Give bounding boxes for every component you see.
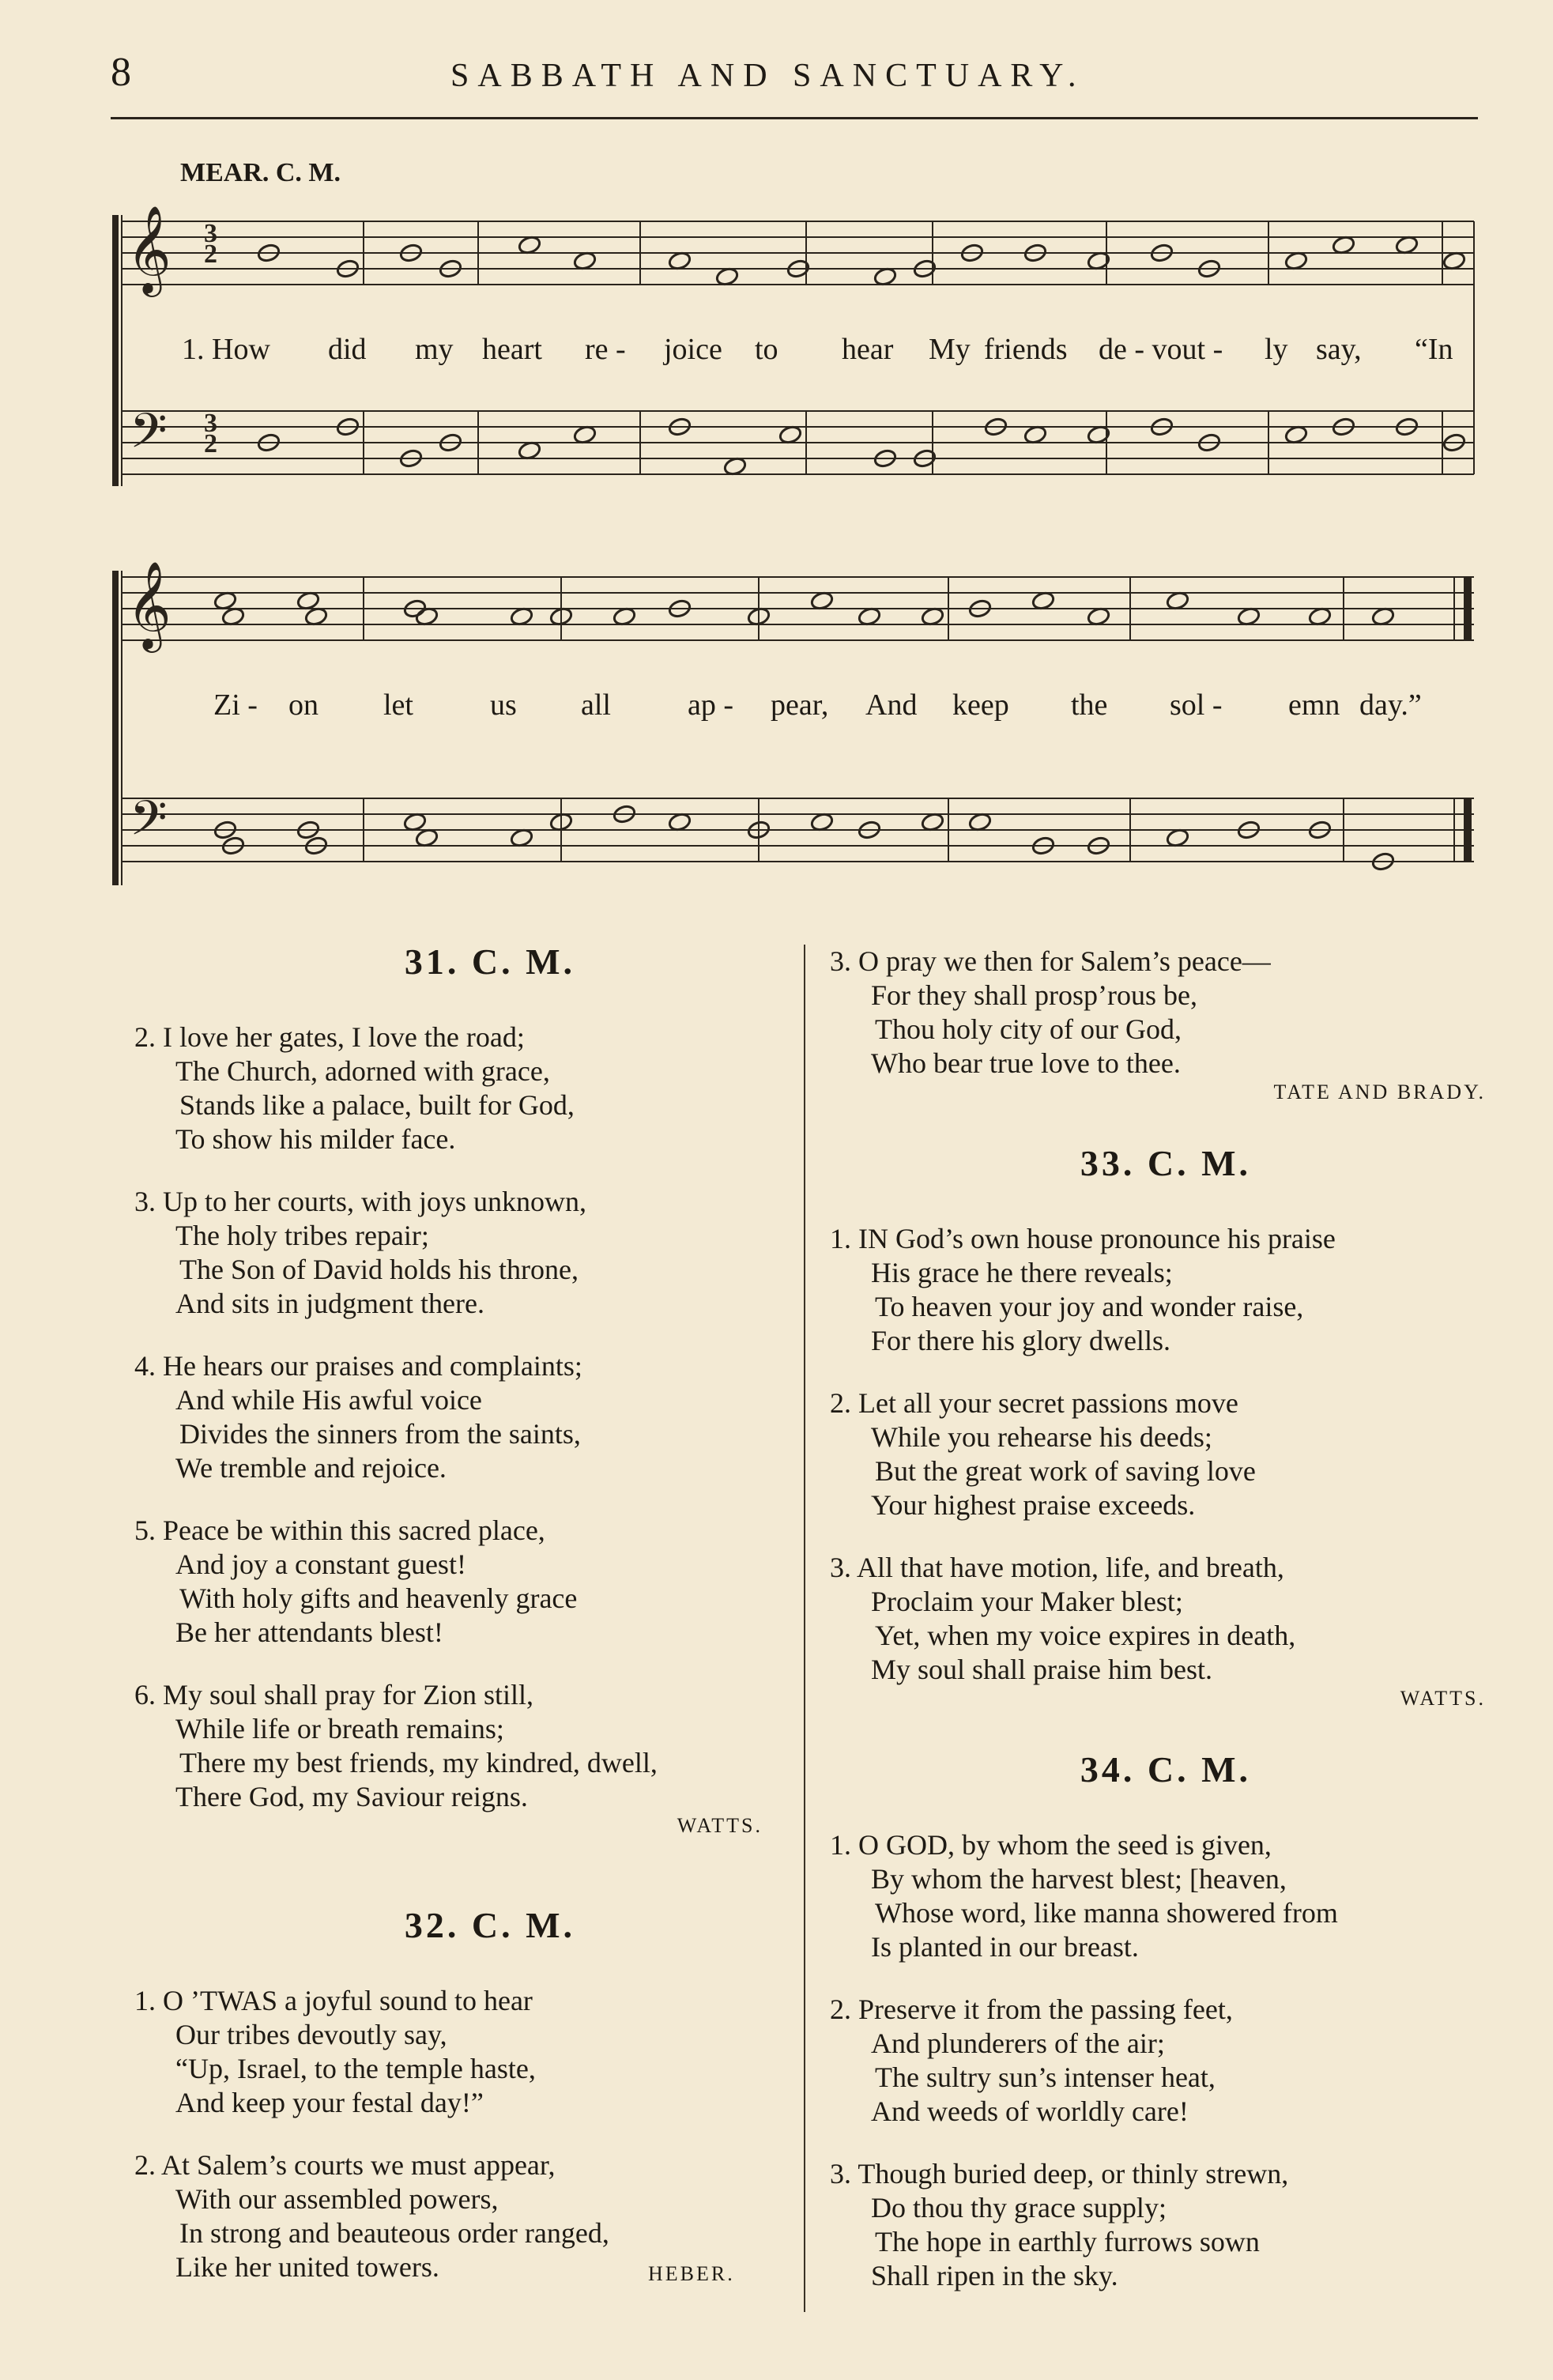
music-system-2: [111, 553, 1478, 885]
stanza-line: At Salem’s courts we must appear,: [161, 2149, 556, 2181]
stanza-line: My soul shall praise him best.: [871, 1654, 1212, 1685]
treble-clef-icon: 𝄞: [126, 205, 172, 293]
stanza-line: By whom the harvest blest; [heaven,: [871, 1863, 1287, 1895]
lyric-syllable: to: [755, 333, 778, 366]
stanza-line: While you rehearse his deeds;: [871, 1421, 1212, 1453]
lyric-syllable: us: [490, 688, 517, 722]
stanza: [830, 2157, 1486, 2293]
lyric-syllable: re -: [585, 333, 626, 366]
stanza-line: The Son of David holds his throne,: [179, 1254, 579, 1285]
lyric-syllable: on: [288, 688, 319, 722]
stanza-line: With our assembled powers,: [175, 2183, 499, 2215]
stanza-line: Preserve it from the passing feet,: [858, 1993, 1233, 2025]
final-bar-line: [1464, 577, 1472, 640]
hymn-heading: 32. C. M.: [404, 1905, 576, 1945]
stanza-line: Do thou thy grace supply;: [871, 2192, 1167, 2223]
stanza: [134, 1514, 798, 1650]
hymn-author: WATTS.: [677, 1814, 763, 1837]
stanza-line: And plunderers of the air;: [871, 2027, 1165, 2059]
lyric-syllable: heart: [482, 333, 542, 366]
stanza-line: And weeds of worldly care!: [871, 2095, 1189, 2127]
stanza-line: Like her united towers.: [175, 2251, 439, 2283]
system-bracket: [112, 215, 119, 486]
stanza: [134, 1349, 798, 1485]
stanza-number: 2.: [830, 1993, 851, 2025]
stanza-line: Stands like a palace, built for God,: [179, 1089, 575, 1121]
hymn-author: TATE AND BRADY.: [1273, 1081, 1486, 1103]
lyric-syllable: emn: [1288, 688, 1340, 722]
stanza-number: 3.: [830, 1552, 851, 1583]
time-signature: 3: [204, 409, 217, 438]
stanza-number: 4.: [134, 1350, 156, 1382]
header-rule: [111, 117, 1478, 119]
lyric-syllable: did: [328, 333, 367, 366]
stanza-line: IN God’s own house pronounce his praise: [858, 1223, 1336, 1254]
hymn-heading: 33. C. M.: [1080, 1143, 1252, 1183]
lyric-syllable: ap -: [688, 688, 734, 722]
lyric-syllable: “In: [1415, 333, 1453, 366]
stanza-line: O GOD, by whom the seed is given,: [858, 1829, 1272, 1861]
lyric-syllable: day.”: [1359, 688, 1422, 722]
lyric-syllable: joice: [664, 333, 722, 366]
time-signature: 2: [204, 429, 217, 458]
bass-clef-icon: 𝄢: [130, 403, 168, 471]
hymn-author: HEBER.: [648, 2262, 735, 2285]
stanza-number: 1.: [830, 1223, 851, 1254]
stanza-number: 5.: [134, 1514, 156, 1546]
lyric-syllable: de - vout -: [1099, 333, 1223, 366]
lyric-syllable: sol -: [1170, 688, 1223, 722]
stanza-number: 2.: [134, 1021, 156, 1053]
stanza-line: My soul shall pray for Zion still,: [163, 1679, 533, 1711]
lyric-syllable: keep: [952, 688, 1009, 722]
lyric-syllable: friends: [984, 333, 1068, 366]
stanza-line: Yet, when my voice expires in death,: [875, 1620, 1296, 1651]
stanza-line: For they shall prosp’rous be,: [871, 979, 1197, 1011]
stanza-line: While life or breath remains;: [175, 1713, 504, 1744]
page-number: 8: [111, 50, 131, 95]
stanza-line: To heaven your joy and wonder raise,: [875, 1291, 1304, 1322]
stanza-line: Thou holy city of our God,: [875, 1013, 1182, 1045]
stanza-line: I love her gates, I love the road;: [163, 1021, 525, 1053]
stanza-line: With holy gifts and heavenly grace: [179, 1582, 578, 1614]
stanza-line: Proclaim your Maker blest;: [871, 1586, 1183, 1617]
stanza-line: Who bear true love to thee.: [871, 1047, 1181, 1079]
lyric-syllable: 1. How: [182, 333, 270, 366]
stanza-line: The sultry sun’s intenser heat,: [875, 2061, 1216, 2093]
stanza-line: “Up, Israel, to the temple haste,: [175, 2053, 536, 2084]
stanza-line: And while His awful voice: [175, 1384, 482, 1416]
stanza-line: O pray we then for Salem’s peace—: [858, 945, 1271, 977]
stanza-number: 1.: [134, 1985, 156, 2016]
stanza-line: Our tribes devoutly say,: [175, 2019, 447, 2050]
stanza-line: Let all your secret passions move: [858, 1387, 1238, 1419]
stanza: [134, 1678, 798, 1814]
running-title: SABBATH AND SANCTUARY.: [450, 58, 1085, 94]
hymn-heading: 34. C. M.: [1080, 1749, 1252, 1790]
lyric-syllable: say,: [1316, 333, 1362, 366]
stanza-line: He hears our praises and complaints;: [163, 1350, 582, 1382]
stanza: [830, 1386, 1486, 1522]
lyric-syllable: Zi -: [213, 688, 258, 722]
page-header: [111, 49, 1478, 104]
hymn-author: WATTS.: [1400, 1687, 1486, 1710]
lyric-syllable: My: [929, 333, 971, 366]
stanza: [830, 1222, 1486, 1358]
lyric-syllable: my: [415, 333, 454, 366]
lyric-syllable: ly: [1265, 333, 1288, 366]
stanza-line: To show his milder face.: [175, 1123, 456, 1155]
tune-name: MEAR. C. M.: [180, 158, 341, 187]
stanza-line: The hope in earthly furrows sown: [875, 2226, 1260, 2257]
lyric-syllable: pear,: [771, 688, 829, 722]
lyric-syllable: the: [1071, 688, 1108, 722]
stanza-number: 2.: [830, 1387, 851, 1419]
stanza: [830, 1828, 1486, 1964]
stanza-line: There God, my Saviour reigns.: [175, 1781, 528, 1812]
stanza: [830, 1551, 1486, 1687]
stanza-number: 1.: [830, 1829, 851, 1861]
stanza-line: And keep your festal day!”: [175, 2087, 484, 2118]
stanza-line: Divides the sinners from the saints,: [179, 1418, 581, 1450]
stanza-number: 3.: [830, 945, 851, 977]
stanza: [830, 945, 1486, 1081]
stanza-line: We tremble and rejoice.: [175, 1452, 447, 1484]
stanza-line: The Church, adorned with grace,: [175, 1055, 550, 1087]
stanza-line: Up to her courts, with joys unknown,: [163, 1186, 586, 1217]
stanza: [134, 1984, 798, 2120]
music-system-1: [111, 198, 1478, 498]
stanza: [134, 1185, 798, 1321]
final-bar-line: [1464, 798, 1472, 862]
treble-clef-icon: 𝄞: [126, 560, 172, 649]
hymn-heading: 31. C. M.: [404, 941, 576, 982]
stanza-line: Shall ripen in the sky.: [871, 2260, 1118, 2291]
stanza-line: Your highest praise exceeds.: [871, 1489, 1196, 1521]
stanza: [134, 1020, 798, 1156]
time-signature: 3: [204, 219, 217, 248]
stanza-line: Is planted in our breast.: [871, 1931, 1139, 1963]
stanza-line: For there his glory dwells.: [871, 1325, 1170, 1356]
stanza-line: Peace be within this sacred place,: [163, 1514, 545, 1546]
stanza-line: Whose word, like manna showered from: [875, 1897, 1338, 1929]
stanza-line: The holy tribes repair;: [175, 1220, 429, 1251]
lyric-syllable: And: [865, 688, 918, 722]
stanza-number: 2.: [134, 2149, 156, 2181]
stanza: [134, 2148, 798, 2284]
lyric-syllable: hear: [842, 333, 894, 366]
column-divider: [804, 945, 805, 2312]
stanza-number: 6.: [134, 1679, 156, 1711]
lyric-syllable: all: [581, 688, 611, 722]
system-bracket: [112, 571, 119, 885]
stanza-line: All that have motion, life, and breath,: [857, 1552, 1284, 1583]
time-signature: 2: [204, 240, 217, 269]
stanza-number: 3.: [830, 2158, 851, 2190]
bass-clef-icon: 𝄢: [130, 790, 168, 858]
stanza-line: Be her attendants blest!: [175, 1616, 443, 1648]
lyric-syllable: let: [383, 688, 413, 722]
stanza-line: His grace he there reveals;: [871, 1257, 1173, 1288]
stanza-line: But the great work of saving love: [875, 1455, 1256, 1487]
right-column: [830, 945, 1486, 2293]
stanza: [830, 1993, 1486, 2129]
left-column: [134, 941, 798, 2284]
stanza-line: Though buried deep, or thinly strewn,: [858, 2158, 1289, 2190]
stanza-line: And sits in judgment there.: [175, 1288, 484, 1319]
stanza-line: O ’TWAS a joyful sound to hear: [163, 1985, 533, 2016]
stanza-number: 3.: [134, 1186, 156, 1217]
stanza-line: And joy a constant guest!: [175, 1548, 466, 1580]
stanza-line: There my best friends, my kindred, dwell,: [179, 1747, 658, 1778]
stanza-line: In strong and beauteous order ranged,: [179, 2217, 609, 2249]
